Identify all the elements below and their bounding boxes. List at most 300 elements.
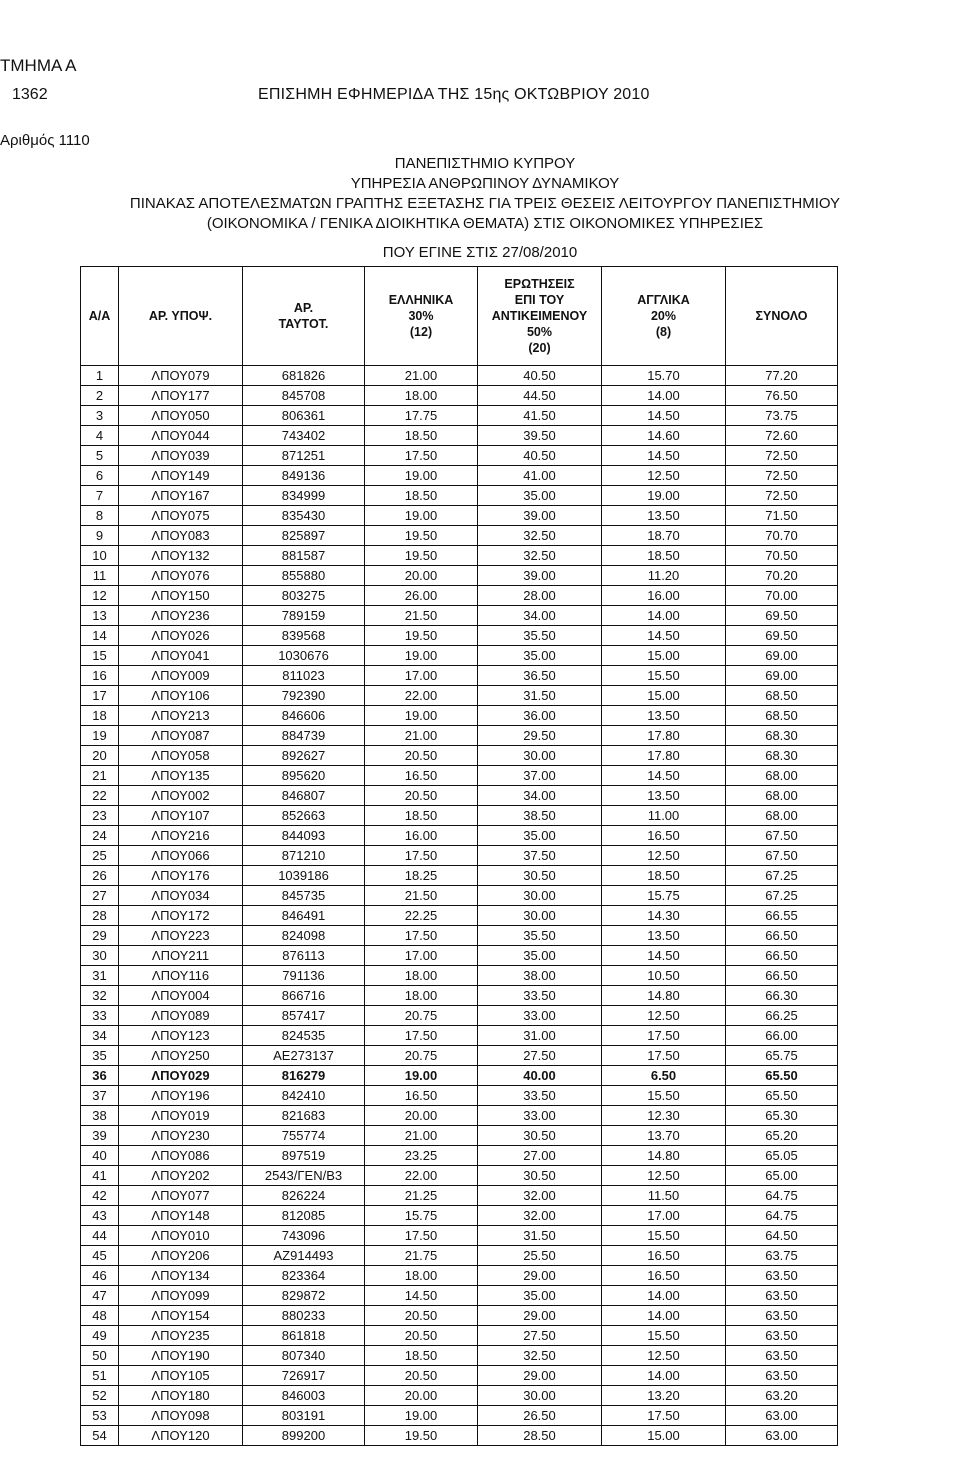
cell-candidate-number: ΛΠΟΥ039	[119, 446, 243, 466]
cell-id-number: 743402	[243, 426, 365, 446]
cell-english: 17.00	[602, 1206, 726, 1226]
cell-total: 69.00	[726, 666, 838, 686]
cell-total: 72.60	[726, 426, 838, 446]
cell-id-number: 824535	[243, 1026, 365, 1046]
cell-greek: 17.00	[365, 666, 478, 686]
table-row	[81, 1406, 838, 1426]
cell-total: 66.50	[726, 966, 838, 986]
cell-total: 66.30	[726, 986, 838, 1006]
cell-greek: 21.75	[365, 1246, 478, 1266]
cell-candidate-number: ΛΠΟΥ087	[119, 726, 243, 746]
cell-total: 63.50	[726, 1366, 838, 1386]
cell-aa: 17	[81, 686, 119, 706]
cell-candidate-number: ΛΠΟΥ107	[119, 806, 243, 826]
cell-total: 72.50	[726, 466, 838, 486]
cell-english: 11.20	[602, 566, 726, 586]
cell-candidate-number: ΛΠΟΥ120	[119, 1426, 243, 1446]
cell-subject-questions: 40.50	[478, 366, 602, 386]
table-row	[81, 1326, 838, 1346]
cell-subject-questions: 31.50	[478, 686, 602, 706]
cell-greek: 18.50	[365, 486, 478, 506]
table-row	[81, 826, 838, 846]
header-english-line2: 20%	[650, 309, 677, 323]
table-row	[81, 946, 838, 966]
cell-greek: 20.75	[365, 1006, 478, 1026]
cell-candidate-number: ΛΠΟΥ176	[119, 866, 243, 886]
cell-english: 16.50	[602, 1246, 726, 1266]
table-row	[81, 626, 838, 646]
cell-id-number: 825897	[243, 526, 365, 546]
cell-id-number: 895620	[243, 766, 365, 786]
cell-english: 13.50	[602, 706, 726, 726]
cell-english: 16.50	[602, 826, 726, 846]
cell-subject-questions: 30.00	[478, 906, 602, 926]
cell-id-number: 681826	[243, 366, 365, 386]
cell-id-number: 821683	[243, 1106, 365, 1126]
cell-greek: 19.50	[365, 546, 478, 566]
cell-candidate-number: ΛΠΟΥ172	[119, 906, 243, 926]
header-english-line3: (8)	[655, 325, 672, 339]
cell-id-number: 852663	[243, 806, 365, 826]
cell-total: 63.50	[726, 1326, 838, 1346]
cell-aa: 51	[81, 1366, 119, 1386]
cell-subject-questions: 28.00	[478, 586, 602, 606]
cell-candidate-number: ΛΠΟΥ079	[119, 366, 243, 386]
cell-aa: 16	[81, 666, 119, 686]
cell-english: 19.00	[602, 486, 726, 506]
cell-subject-questions: 32.00	[478, 1206, 602, 1226]
cell-greek: 21.25	[365, 1186, 478, 1206]
cell-greek: 19.00	[365, 466, 478, 486]
cell-greek: 17.75	[365, 406, 478, 426]
cell-greek: 17.50	[365, 1026, 478, 1046]
cell-total: 65.00	[726, 1166, 838, 1186]
cell-english: 13.70	[602, 1126, 726, 1146]
cell-english: 14.50	[602, 406, 726, 426]
cell-subject-questions: 39.00	[478, 506, 602, 526]
cell-greek: 21.00	[365, 726, 478, 746]
cell-id-number: 803275	[243, 586, 365, 606]
cell-english: 14.00	[602, 1366, 726, 1386]
table-row	[81, 806, 838, 826]
cell-id-number: 844093	[243, 826, 365, 846]
cell-total: 69.50	[726, 606, 838, 626]
cell-english: 17.80	[602, 726, 726, 746]
cell-total: 68.00	[726, 766, 838, 786]
cell-id-number: ΑΖ914493	[243, 1246, 365, 1266]
cell-subject-questions: 41.00	[478, 466, 602, 486]
table-row	[81, 466, 838, 486]
cell-english: 14.60	[602, 426, 726, 446]
table-row	[81, 1346, 838, 1366]
cell-subject-questions: 36.00	[478, 706, 602, 726]
cell-candidate-number: ΛΠΟΥ077	[119, 1186, 243, 1206]
cell-subject-questions: 35.00	[478, 826, 602, 846]
cell-subject-questions: 32.00	[478, 1186, 602, 1206]
cell-greek: 14.50	[365, 1286, 478, 1306]
cell-subject-questions: 27.50	[478, 1326, 602, 1346]
cell-aa: 10	[81, 546, 119, 566]
cell-id-number: 861818	[243, 1326, 365, 1346]
cell-english: 14.50	[602, 446, 726, 466]
cell-candidate-number: ΛΠΟΥ211	[119, 946, 243, 966]
cell-greek: 17.50	[365, 1226, 478, 1246]
cell-id-number: 871251	[243, 446, 365, 466]
cell-subject-questions: 35.50	[478, 926, 602, 946]
cell-greek: 15.75	[365, 1206, 478, 1226]
cell-id-number: 755774	[243, 1126, 365, 1146]
cell-total: 67.50	[726, 846, 838, 866]
table-row	[81, 1086, 838, 1106]
cell-candidate-number: ΛΠΟΥ066	[119, 846, 243, 866]
cell-aa: 19	[81, 726, 119, 746]
cell-greek: 19.00	[365, 506, 478, 526]
cell-total: 63.50	[726, 1266, 838, 1286]
cell-aa: 53	[81, 1406, 119, 1426]
cell-greek: 23.25	[365, 1146, 478, 1166]
table-row	[81, 846, 838, 866]
table-row	[81, 1246, 838, 1266]
table-row	[81, 1206, 838, 1226]
table-row	[81, 686, 838, 706]
cell-aa: 31	[81, 966, 119, 986]
cell-total: 72.50	[726, 486, 838, 506]
cell-aa: 41	[81, 1166, 119, 1186]
cell-aa: 49	[81, 1326, 119, 1346]
cell-id-number: 846491	[243, 906, 365, 926]
header-id-number	[243, 267, 365, 366]
cell-total: 68.00	[726, 806, 838, 826]
cell-english: 15.70	[602, 366, 726, 386]
table-row	[81, 366, 838, 386]
cell-subject-questions: 37.00	[478, 766, 602, 786]
cell-subject-questions: 38.00	[478, 966, 602, 986]
table-row	[81, 706, 838, 726]
table-row	[81, 1266, 838, 1286]
cell-greek: 21.50	[365, 606, 478, 626]
cell-candidate-number: ΛΠΟΥ116	[119, 966, 243, 986]
cell-candidate-number: ΛΠΟΥ041	[119, 646, 243, 666]
cell-subject-questions: 28.50	[478, 1426, 602, 1446]
cell-candidate-number: ΛΠΟΥ123	[119, 1026, 243, 1046]
table-row	[81, 666, 838, 686]
cell-english: 14.50	[602, 946, 726, 966]
header-english-line1: ΑΓΓΛΙΚΑ	[637, 293, 690, 307]
cell-english: 18.70	[602, 526, 726, 546]
cell-greek: 16.00	[365, 826, 478, 846]
cell-candidate-number: ΛΠΟΥ132	[119, 546, 243, 566]
page-number: 1362	[12, 86, 48, 103]
cell-subject-questions: 26.50	[478, 1406, 602, 1426]
table-row	[81, 446, 838, 466]
cell-candidate-number: ΛΠΟΥ086	[119, 1146, 243, 1166]
table-row	[81, 786, 838, 806]
table-row	[81, 526, 838, 546]
cell-english: 6.50	[602, 1066, 726, 1086]
cell-aa: 48	[81, 1306, 119, 1326]
cell-english: 17.50	[602, 1046, 726, 1066]
cell-candidate-number: ΛΠΟΥ044	[119, 426, 243, 446]
cell-subject-questions: 37.50	[478, 846, 602, 866]
header-id-line1: ΑΡ.	[293, 301, 314, 315]
header-greek-line3: (12)	[409, 325, 433, 339]
header-questions-line3: ΑΝΤΙΚΕΙΜΕΝΟΥ	[491, 309, 588, 323]
cell-aa: 28	[81, 906, 119, 926]
table-row	[81, 486, 838, 506]
cell-english: 15.75	[602, 886, 726, 906]
cell-id-number: 834999	[243, 486, 365, 506]
cell-aa: 34	[81, 1026, 119, 1046]
cell-total: 65.50	[726, 1066, 838, 1086]
cell-candidate-number: ΛΠΟΥ177	[119, 386, 243, 406]
cell-english: 14.30	[602, 906, 726, 926]
cell-aa: 30	[81, 946, 119, 966]
table-row	[81, 1226, 838, 1246]
header-greek-line1: ΕΛΛΗΝΙΚΑ	[388, 293, 454, 307]
cell-greek: 19.00	[365, 1406, 478, 1426]
cell-subject-questions: 38.50	[478, 806, 602, 826]
cell-english: 17.80	[602, 746, 726, 766]
cell-aa: 38	[81, 1106, 119, 1126]
cell-candidate-number: ΛΠΟΥ099	[119, 1286, 243, 1306]
cell-id-number: 829872	[243, 1286, 365, 1306]
header-questions-line1: ΕΡΩΤΗΣΕΙΣ	[504, 277, 575, 291]
cell-subject-questions: 30.00	[478, 746, 602, 766]
cell-greek: 20.50	[365, 786, 478, 806]
table-row	[81, 1366, 838, 1386]
title-university: ΠΑΝΕΠΙΣΤΗΜΙΟ ΚΥΠΡΟΥ	[394, 155, 576, 172]
cell-greek: 18.00	[365, 386, 478, 406]
header-subject-questions	[478, 267, 602, 366]
cell-subject-questions: 32.50	[478, 526, 602, 546]
cell-english: 11.50	[602, 1186, 726, 1206]
cell-total: 73.75	[726, 406, 838, 426]
cell-aa: 33	[81, 1006, 119, 1026]
cell-aa: 35	[81, 1046, 119, 1066]
cell-candidate-number: ΛΠΟΥ009	[119, 666, 243, 686]
cell-english: 12.50	[602, 1006, 726, 1026]
cell-aa: 5	[81, 446, 119, 466]
cell-total: 63.50	[726, 1286, 838, 1306]
cell-candidate-number: ΛΠΟΥ058	[119, 746, 243, 766]
results-table	[80, 266, 838, 1446]
cell-total: 64.50	[726, 1226, 838, 1246]
cell-id-number: 835430	[243, 506, 365, 526]
cell-total: 65.20	[726, 1126, 838, 1146]
cell-id-number: 871210	[243, 846, 365, 866]
cell-greek: 19.50	[365, 526, 478, 546]
cell-subject-questions: 33.00	[478, 1106, 602, 1126]
cell-greek: 18.50	[365, 426, 478, 446]
cell-subject-questions: 39.00	[478, 566, 602, 586]
cell-greek: 20.50	[365, 1326, 478, 1346]
cell-id-number: 845735	[243, 886, 365, 906]
cell-id-number: 743096	[243, 1226, 365, 1246]
cell-subject-questions: 25.50	[478, 1246, 602, 1266]
cell-english: 13.50	[602, 786, 726, 806]
cell-english: 15.50	[602, 1326, 726, 1346]
cell-id-number: 789159	[243, 606, 365, 626]
cell-total: 66.55	[726, 906, 838, 926]
cell-aa: 24	[81, 826, 119, 846]
cell-total: 65.75	[726, 1046, 838, 1066]
cell-aa: 1	[81, 366, 119, 386]
cell-greek: 17.50	[365, 446, 478, 466]
cell-english: 14.00	[602, 386, 726, 406]
cell-subject-questions: 41.50	[478, 406, 602, 426]
cell-id-number: 791136	[243, 966, 365, 986]
table-row	[81, 1286, 838, 1306]
table-row	[81, 1026, 838, 1046]
cell-subject-questions: 39.50	[478, 426, 602, 446]
header-greek-line2: 30%	[408, 309, 434, 323]
cell-total: 70.50	[726, 546, 838, 566]
cell-id-number: 884739	[243, 726, 365, 746]
cell-total: 68.30	[726, 746, 838, 766]
cell-total: 66.25	[726, 1006, 838, 1026]
cell-english: 15.50	[602, 1086, 726, 1106]
cell-english: 15.00	[602, 646, 726, 666]
cell-candidate-number: ΛΠΟΥ230	[119, 1126, 243, 1146]
cell-candidate-number: ΛΠΟΥ223	[119, 926, 243, 946]
cell-total: 66.50	[726, 926, 838, 946]
cell-id-number: 846606	[243, 706, 365, 726]
cell-candidate-number: ΛΠΟΥ190	[119, 1346, 243, 1366]
cell-english: 13.20	[602, 1386, 726, 1406]
cell-english: 11.00	[602, 806, 726, 826]
cell-greek: 17.50	[365, 926, 478, 946]
cell-greek: 20.50	[365, 1306, 478, 1326]
cell-aa: 21	[81, 766, 119, 786]
cell-greek: 18.00	[365, 966, 478, 986]
cell-aa: 42	[81, 1186, 119, 1206]
cell-greek: 18.00	[365, 986, 478, 1006]
cell-candidate-number: ΛΠΟΥ105	[119, 1366, 243, 1386]
cell-subject-questions: 30.50	[478, 1166, 602, 1186]
cell-id-number: 803191	[243, 1406, 365, 1426]
cell-id-number: 806361	[243, 406, 365, 426]
cell-greek: 21.00	[365, 1126, 478, 1146]
cell-subject-questions: 33.50	[478, 1086, 602, 1106]
cell-english: 14.50	[602, 626, 726, 646]
table-row	[81, 906, 838, 926]
cell-candidate-number: ΛΠΟΥ089	[119, 1006, 243, 1026]
cell-aa: 20	[81, 746, 119, 766]
cell-id-number: 823364	[243, 1266, 365, 1286]
table-row	[81, 406, 838, 426]
cell-total: 66.00	[726, 1026, 838, 1046]
cell-greek: 17.50	[365, 846, 478, 866]
cell-aa: 12	[81, 586, 119, 606]
table-row	[81, 1006, 838, 1026]
cell-aa: 26	[81, 866, 119, 886]
header-greek	[365, 267, 478, 366]
cell-greek: 18.25	[365, 866, 478, 886]
cell-aa: 23	[81, 806, 119, 826]
cell-aa: 46	[81, 1266, 119, 1286]
cell-greek: 18.00	[365, 1266, 478, 1286]
cell-subject-questions: 30.50	[478, 1126, 602, 1146]
cell-english: 18.50	[602, 866, 726, 886]
cell-greek: 19.50	[365, 626, 478, 646]
cell-greek: 21.00	[365, 366, 478, 386]
cell-candidate-number: ΛΠΟΥ026	[119, 626, 243, 646]
cell-english: 17.50	[602, 1406, 726, 1426]
cell-aa: 39	[81, 1126, 119, 1146]
cell-id-number: 726917	[243, 1366, 365, 1386]
cell-candidate-number: ΛΠΟΥ148	[119, 1206, 243, 1226]
cell-subject-questions: 30.00	[478, 1386, 602, 1406]
cell-id-number: 826224	[243, 1186, 365, 1206]
cell-aa: 13	[81, 606, 119, 626]
cell-english: 15.00	[602, 686, 726, 706]
cell-id-number: 812085	[243, 1206, 365, 1226]
cell-candidate-number: ΛΠΟΥ050	[119, 406, 243, 426]
table-header-row	[81, 267, 838, 366]
cell-total: 68.00	[726, 786, 838, 806]
table-row	[81, 386, 838, 406]
cell-total: 76.50	[726, 386, 838, 406]
cell-total: 68.30	[726, 726, 838, 746]
cell-aa: 47	[81, 1286, 119, 1306]
cell-total: 77.20	[726, 366, 838, 386]
cell-candidate-number: ΛΠΟΥ134	[119, 1266, 243, 1286]
cell-total: 67.25	[726, 886, 838, 906]
cell-total: 69.00	[726, 646, 838, 666]
cell-total: 64.75	[726, 1206, 838, 1226]
cell-candidate-number: ΛΠΟΥ083	[119, 526, 243, 546]
cell-total: 65.05	[726, 1146, 838, 1166]
cell-english: 15.00	[602, 1426, 726, 1446]
cell-subject-questions: 35.00	[478, 486, 602, 506]
cell-aa: 14	[81, 626, 119, 646]
cell-candidate-number: ΛΠΟΥ213	[119, 706, 243, 726]
table-row	[81, 646, 838, 666]
cell-aa: 52	[81, 1386, 119, 1406]
table-row	[81, 966, 838, 986]
cell-subject-questions: 30.50	[478, 866, 602, 886]
table-row	[81, 1186, 838, 1206]
table-row	[81, 726, 838, 746]
cell-subject-questions: 35.50	[478, 626, 602, 646]
cell-id-number: 845708	[243, 386, 365, 406]
cell-english: 12.50	[602, 1166, 726, 1186]
cell-id-number: ΑΕ273137	[243, 1046, 365, 1066]
table-row	[81, 546, 838, 566]
cell-greek: 18.50	[365, 1346, 478, 1366]
cell-id-number: 2543/ΓΕΝ/Β3	[243, 1166, 365, 1186]
cell-candidate-number: ΛΠΟΥ002	[119, 786, 243, 806]
cell-total: 63.50	[726, 1346, 838, 1366]
cell-candidate-number: ΛΠΟΥ034	[119, 886, 243, 906]
table-row	[81, 986, 838, 1006]
cell-greek: 19.50	[365, 1426, 478, 1446]
cell-total: 68.50	[726, 706, 838, 726]
cell-candidate-number: ΛΠΟΥ029	[119, 1066, 243, 1086]
title-department: ΥΠΗΡΕΣΙΑ ΑΝΘΡΩΠΙΝΟΥ ΔΥΝΑΜΙΚΟΥ	[350, 175, 620, 192]
cell-id-number: 1030676	[243, 646, 365, 666]
cell-subject-questions: 29.50	[478, 726, 602, 746]
cell-english: 14.00	[602, 1286, 726, 1306]
cell-id-number: 807340	[243, 1346, 365, 1366]
cell-total: 66.50	[726, 946, 838, 966]
cell-total: 70.00	[726, 586, 838, 606]
cell-greek: 19.00	[365, 706, 478, 726]
cell-subject-questions: 29.00	[478, 1366, 602, 1386]
cell-english: 10.50	[602, 966, 726, 986]
cell-aa: 37	[81, 1086, 119, 1106]
cell-candidate-number: ΛΠΟΥ180	[119, 1386, 243, 1406]
